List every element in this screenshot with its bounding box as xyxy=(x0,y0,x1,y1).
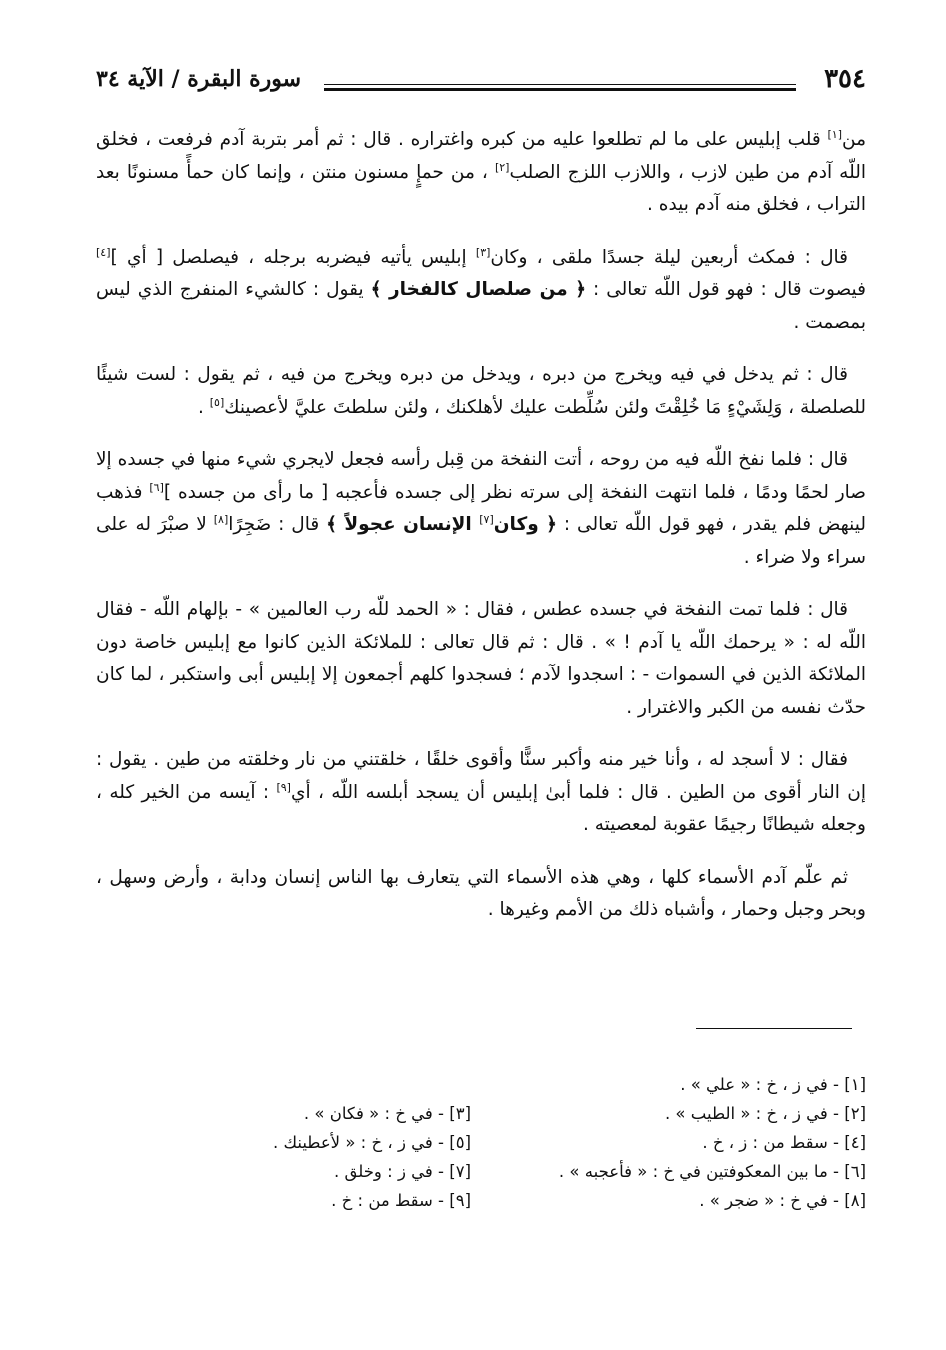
footnote-reference: [٦] xyxy=(149,480,164,494)
paragraph xyxy=(96,444,866,574)
text-segment: يقول : كالشيء المنفرج الذي ليس بمصمت . xyxy=(96,279,866,333)
quran-quote: ﴿ وكان xyxy=(493,514,558,535)
footnote-item: [٩] - سقط من : خ . xyxy=(331,1191,471,1210)
text-segment: لا صبْرَ له على سراء ولا ضراء . xyxy=(96,514,866,568)
footnote-item: [٦] - ما بين المعكوفتين في خ : « فأعجبه » . xyxy=(558,1162,866,1181)
paragraph xyxy=(96,359,866,424)
surah-title: سورة البقرة / الآية ٣٤ xyxy=(96,66,302,92)
footnote-reference: [٧] xyxy=(479,512,494,526)
page-number: ٣٥٤ xyxy=(824,64,866,94)
paragraph xyxy=(96,124,866,222)
footnote-reference: [١] xyxy=(827,127,842,141)
footnote-reference: [٢] xyxy=(494,160,510,174)
text-segment: . xyxy=(197,396,210,418)
header-rule xyxy=(324,84,796,91)
text-segment: : آيسه من الخير كله ، وجعله شيطانًا رجيمًا عقوبة لمعصيته . xyxy=(96,781,866,835)
quran-quote: الإنسان عجولاً ﴾ xyxy=(326,514,480,535)
paragraph xyxy=(96,594,866,724)
footnote-reference: [٨] xyxy=(213,512,229,526)
text-segment: من xyxy=(842,129,866,150)
text-segment: إبليس يأتيه فيضربه برجله ، فيصلصل [ أي ] xyxy=(110,246,476,268)
main-text xyxy=(96,124,866,947)
footnote-item: [٥] - في ز ، خ : « لأعطينك . xyxy=(272,1133,471,1152)
footnote-item: [٢] - في ز ، خ : « الطيب » . xyxy=(664,1104,866,1123)
footnote-item: [١] - في ز ، خ : « علي » . xyxy=(680,1075,866,1094)
text-segment: قال : فلما تمت النفخة في جسده عطس ، فقال : « الحمد للّه رب العالمين » - بإلهام اللّه - فقال اللّه له : « يرحمك اللّه يا آدم ! » . قال : ثم قال تعالى : للملائكة الذين كانوا مع إبليس خاصة دون الملائكة الذين في السموات - : اسجدوا لآدم ؛ فسجدوا كلهم أجمعون إلا إبليس أبى واستكبر ، لما كان حدّث نفسه من الكبر والاغترار . xyxy=(96,599,866,718)
text-segment: قال : فمكث أربعين ليلة جسدًا ملقى ، وكان xyxy=(490,246,848,268)
footnote-reference: [٩] xyxy=(276,780,291,794)
running-header xyxy=(96,62,866,102)
footnote-reference: [٤] xyxy=(96,245,111,259)
footnote-item: [٤] - سقط من : ز ، خ . xyxy=(702,1133,866,1152)
footnote-rule xyxy=(696,1028,852,1029)
text-segment: قال : فلما نفخ اللّه فيه من روحه ، أتت النفخة من قِبل رأسه فجعل لايجري شيء منها في جسده إلا صار لحمًا ودمًا ، فلما انتهت النفخة إلى سرته نظر إلى جسده فأعجبه [ ما رأى من جسده ] xyxy=(96,449,866,503)
paragraph xyxy=(96,862,866,927)
text-segment: ثم علّم آدم الأسماء كلها ، وهي هذه الأسماء التي يتعارف بها الناس إنسان ودابة ، وأرض وسهل ، وبحر وجبل وحمار ، وأشباه ذلك من الأمم وغيرها . xyxy=(96,866,866,920)
footnote-reference: [٣] xyxy=(475,245,491,259)
footnote-item: [٣] - في خ : « فكان » . xyxy=(303,1104,471,1123)
quran-quote: ﴿ من صلصال كالفخار ﴾ xyxy=(370,279,587,300)
footnotes-left-column xyxy=(86,1099,471,1215)
text-segment: فقال : لا أسجد له ، وأنا خير منه وأكبر سنًّا وأقوى خلقًا ، خلقتني من نار وخلقته من طين . يقول : إن النار أقوى من الطين . قال : فلما أبىٰ إبليس أن يسجد أبلسه اللّه ، أي xyxy=(96,749,866,803)
footnotes xyxy=(96,1070,866,1250)
paragraph xyxy=(96,242,866,340)
text-segment: قال : ثم يدخل في فيه ويخرج من دبره ، ويدخل من دبره ويخرج من فيه ، ثم يقول : لست شيئًا للصلصلة ، وَلِشَيْءٍ مَا خُلِقْتَ ولئن سُلِّطت عليك لأهلكنك ، ولئن سلطتَ عليَّ لأعصينك xyxy=(96,364,866,418)
text-segment: قال : ضَجِرًا xyxy=(228,514,327,535)
text-segment: فيصوت قال : فهو قول اللّه تعالى : xyxy=(586,279,866,300)
footnote-item: [٧] - في ز : وخلق . xyxy=(334,1162,471,1181)
text-segment: فذهب لينهض فلم يقدر ، فهو قول اللّه تعالى : xyxy=(96,481,866,535)
paragraph xyxy=(96,744,866,842)
text-segment: قلب إبليس على ما لم تطلعوا عليه من كبره واغتراره . قال : ثم أمر بتربة آدم فرفعت ، فخلق اللّه آدم من طين لازب ، واللازب اللزج الصلب xyxy=(96,129,866,183)
footnote-reference: [٥] xyxy=(209,395,225,409)
text-segment: ، من حمإٍ مسنون منتن ، وإنما كان حمأً مسنونًا بعد التراب ، فخلق منه آدم بيده . xyxy=(96,161,866,215)
footnote-item: [٨] - في خ : « ضجر » . xyxy=(699,1191,866,1210)
footnotes-right-column xyxy=(481,1070,866,1215)
